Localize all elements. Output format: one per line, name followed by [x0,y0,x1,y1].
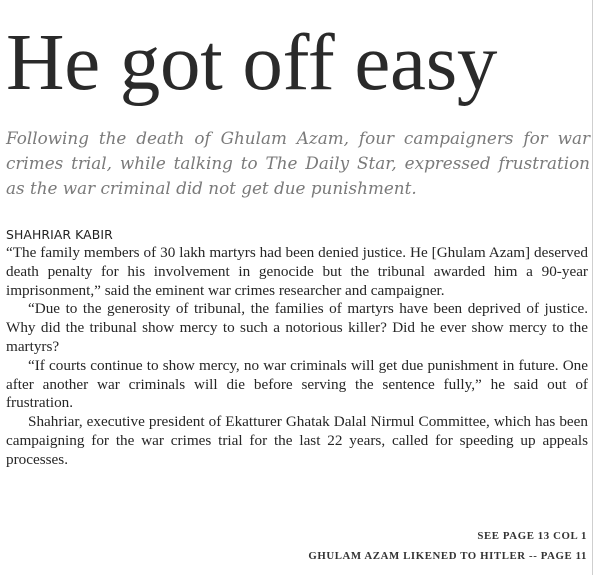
paragraph: “Due to the generosity of tribunal, the families of martyrs have been deprived of justice. Why did the tribunal show mercy to such a notorious killer? Did he ever show mercy to the martyrs? [6,300,588,355]
continuation-note: SEE PAGE 13 COL 1 [477,530,587,542]
column-rule [592,0,593,575]
related-story-link[interactable]: GHULAM AZAM LIKENED TO HITLER -- PAGE 11 [308,550,587,562]
byline: SHAHRIAR KABIR [6,227,113,242]
paragraph: “The family members of 30 lakh martyrs had been denied justice. He [Ghulam Azam] deserved death penalty for his involvement in genocide but the tribunal awarded him a 90-year imprisonment,” said the eminent war crimes researcher and campaigner. [6,244,588,299]
paragraph: Shahriar, executive president of Ekatturer Ghatak Dalal Nirmul Committee, which has been campaigning for the war crimes trial for the last 22 years, called for speeding up appeals processes. [6,413,588,468]
paragraph: “If courts continue to show mercy, no war criminals will get due punishment in future. One after another war criminals will die before serving the sentence fully,” he said out of frustration. [6,356,588,412]
headline: He got off easy [6,17,498,107]
article-body [6,244,588,470]
standfirst: Following the death of Ghulam Azam, four campaigners for war crimes trial, while talking to The Daily Star, expressed frustration as the war criminal did not get due punishment. [6,128,590,198]
